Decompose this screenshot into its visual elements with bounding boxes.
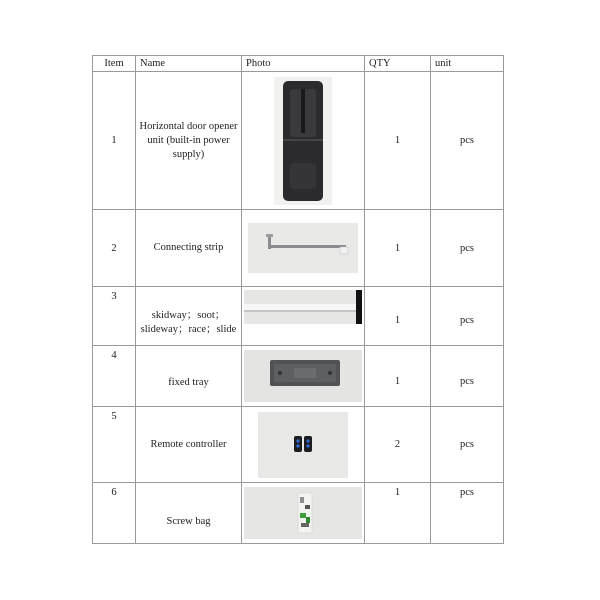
slide-rail-photo [244,290,362,324]
row-name: skidway；soot；slideway；race；slide [136,287,242,346]
row-name: fixed tray [136,346,242,407]
row-photo-cell [242,407,365,483]
row-qty: 1 [365,72,431,210]
connecting-strip-photo [248,223,358,273]
row-name: Horizontal door opener unit (built-in power supply) [136,72,242,210]
row-photo-cell [242,210,365,287]
row-photo-cell [242,287,365,346]
row-unit: pcs [431,287,504,346]
table-row [93,483,504,544]
row-qty: 1 [365,210,431,287]
row-unit: pcs [431,346,504,407]
fixed-tray-photo [244,350,362,402]
row-name: Connecting strip [136,210,242,287]
row-qty: 1 [365,483,431,544]
header-photo: Photo [242,56,365,72]
row-unit: pcs [431,210,504,287]
door-opener-unit-photo [274,77,332,205]
table-row [93,407,504,483]
row-qty: 2 [365,407,431,483]
row-qty: 1 [365,287,431,346]
parts-list-table [92,55,504,544]
row-qty: 1 [365,346,431,407]
row-unit: pcs [431,72,504,210]
header-qty: QTY [365,56,431,72]
row-photo-cell [242,483,365,544]
row-name: Remote controller [136,407,242,483]
table-row [93,210,504,287]
row-item-number: 2 [93,210,136,287]
row-item-number: 6 [93,483,136,544]
table-row [93,72,504,210]
table-row [93,346,504,407]
row-unit: pcs [431,483,504,544]
screw-bag-photo [244,487,362,539]
row-photo-cell [242,72,365,210]
table-header-row [93,56,504,72]
header-item: Item [93,56,136,72]
row-item-number: 4 [93,346,136,407]
row-item-number: 5 [93,407,136,483]
table-row [93,287,504,346]
remote-controller-photo [258,412,348,478]
header-unit: unit [431,56,504,72]
row-item-number: 1 [93,72,136,210]
row-item-number: 3 [93,287,136,346]
header-name: Name [136,56,242,72]
row-name: Screw bag [136,483,242,544]
row-unit: pcs [431,407,504,483]
row-photo-cell [242,346,365,407]
